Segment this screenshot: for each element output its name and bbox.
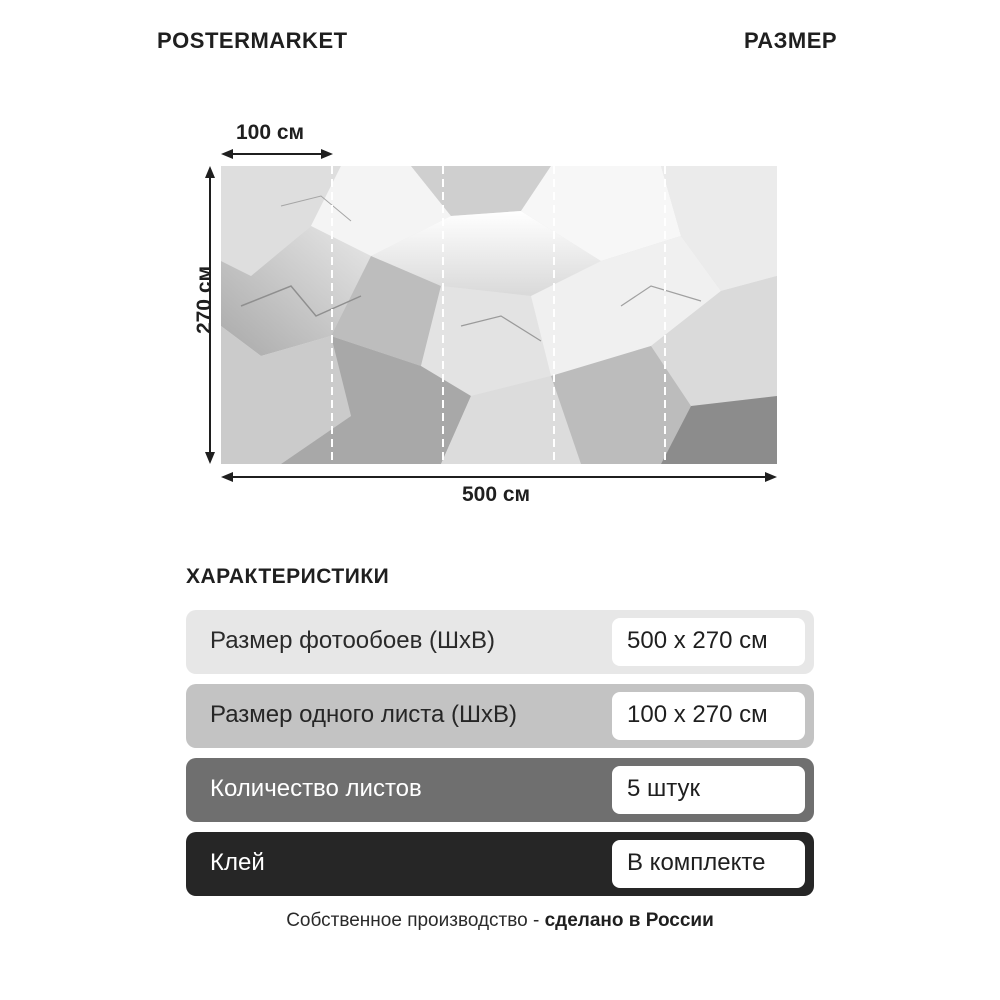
total-width-arrow	[221, 472, 777, 482]
spec-value: 500 x 270 см	[612, 618, 805, 666]
sheet-width-label: 100 см	[236, 121, 305, 144]
spec-row-sheet-size	[186, 684, 814, 748]
section-title: РАЗМЕР	[744, 28, 838, 53]
brand-logo: POSTERMARKET	[157, 28, 348, 53]
spec-row-sheet-count	[186, 758, 814, 822]
spec-label: Размер одного листа (ШхВ)	[210, 701, 517, 728]
spec-value: 100 x 270 см	[612, 692, 805, 740]
characteristics-title: ХАРАКТЕРИСТИКИ	[186, 565, 390, 588]
height-label: 270 см	[193, 265, 216, 335]
spec-row-wallpaper-size	[186, 610, 814, 674]
footer-made-in-russia: сделано в России	[544, 910, 714, 931]
spec-label: Клей	[210, 849, 265, 876]
spec-row-glue	[186, 832, 814, 896]
spec-value: В комплекте	[612, 840, 805, 888]
sheet-width-arrow	[221, 149, 333, 159]
footer-note	[0, 910, 1000, 932]
footer-text: Собственное производство -	[286, 910, 545, 931]
spec-value: 5 штук	[612, 766, 805, 814]
spec-label: Размер фотообоев (ШхВ)	[210, 627, 495, 654]
spec-label: Количество листов	[210, 775, 422, 802]
total-width-label: 500 см	[462, 483, 531, 506]
wallpaper-preview-image	[221, 166, 777, 464]
